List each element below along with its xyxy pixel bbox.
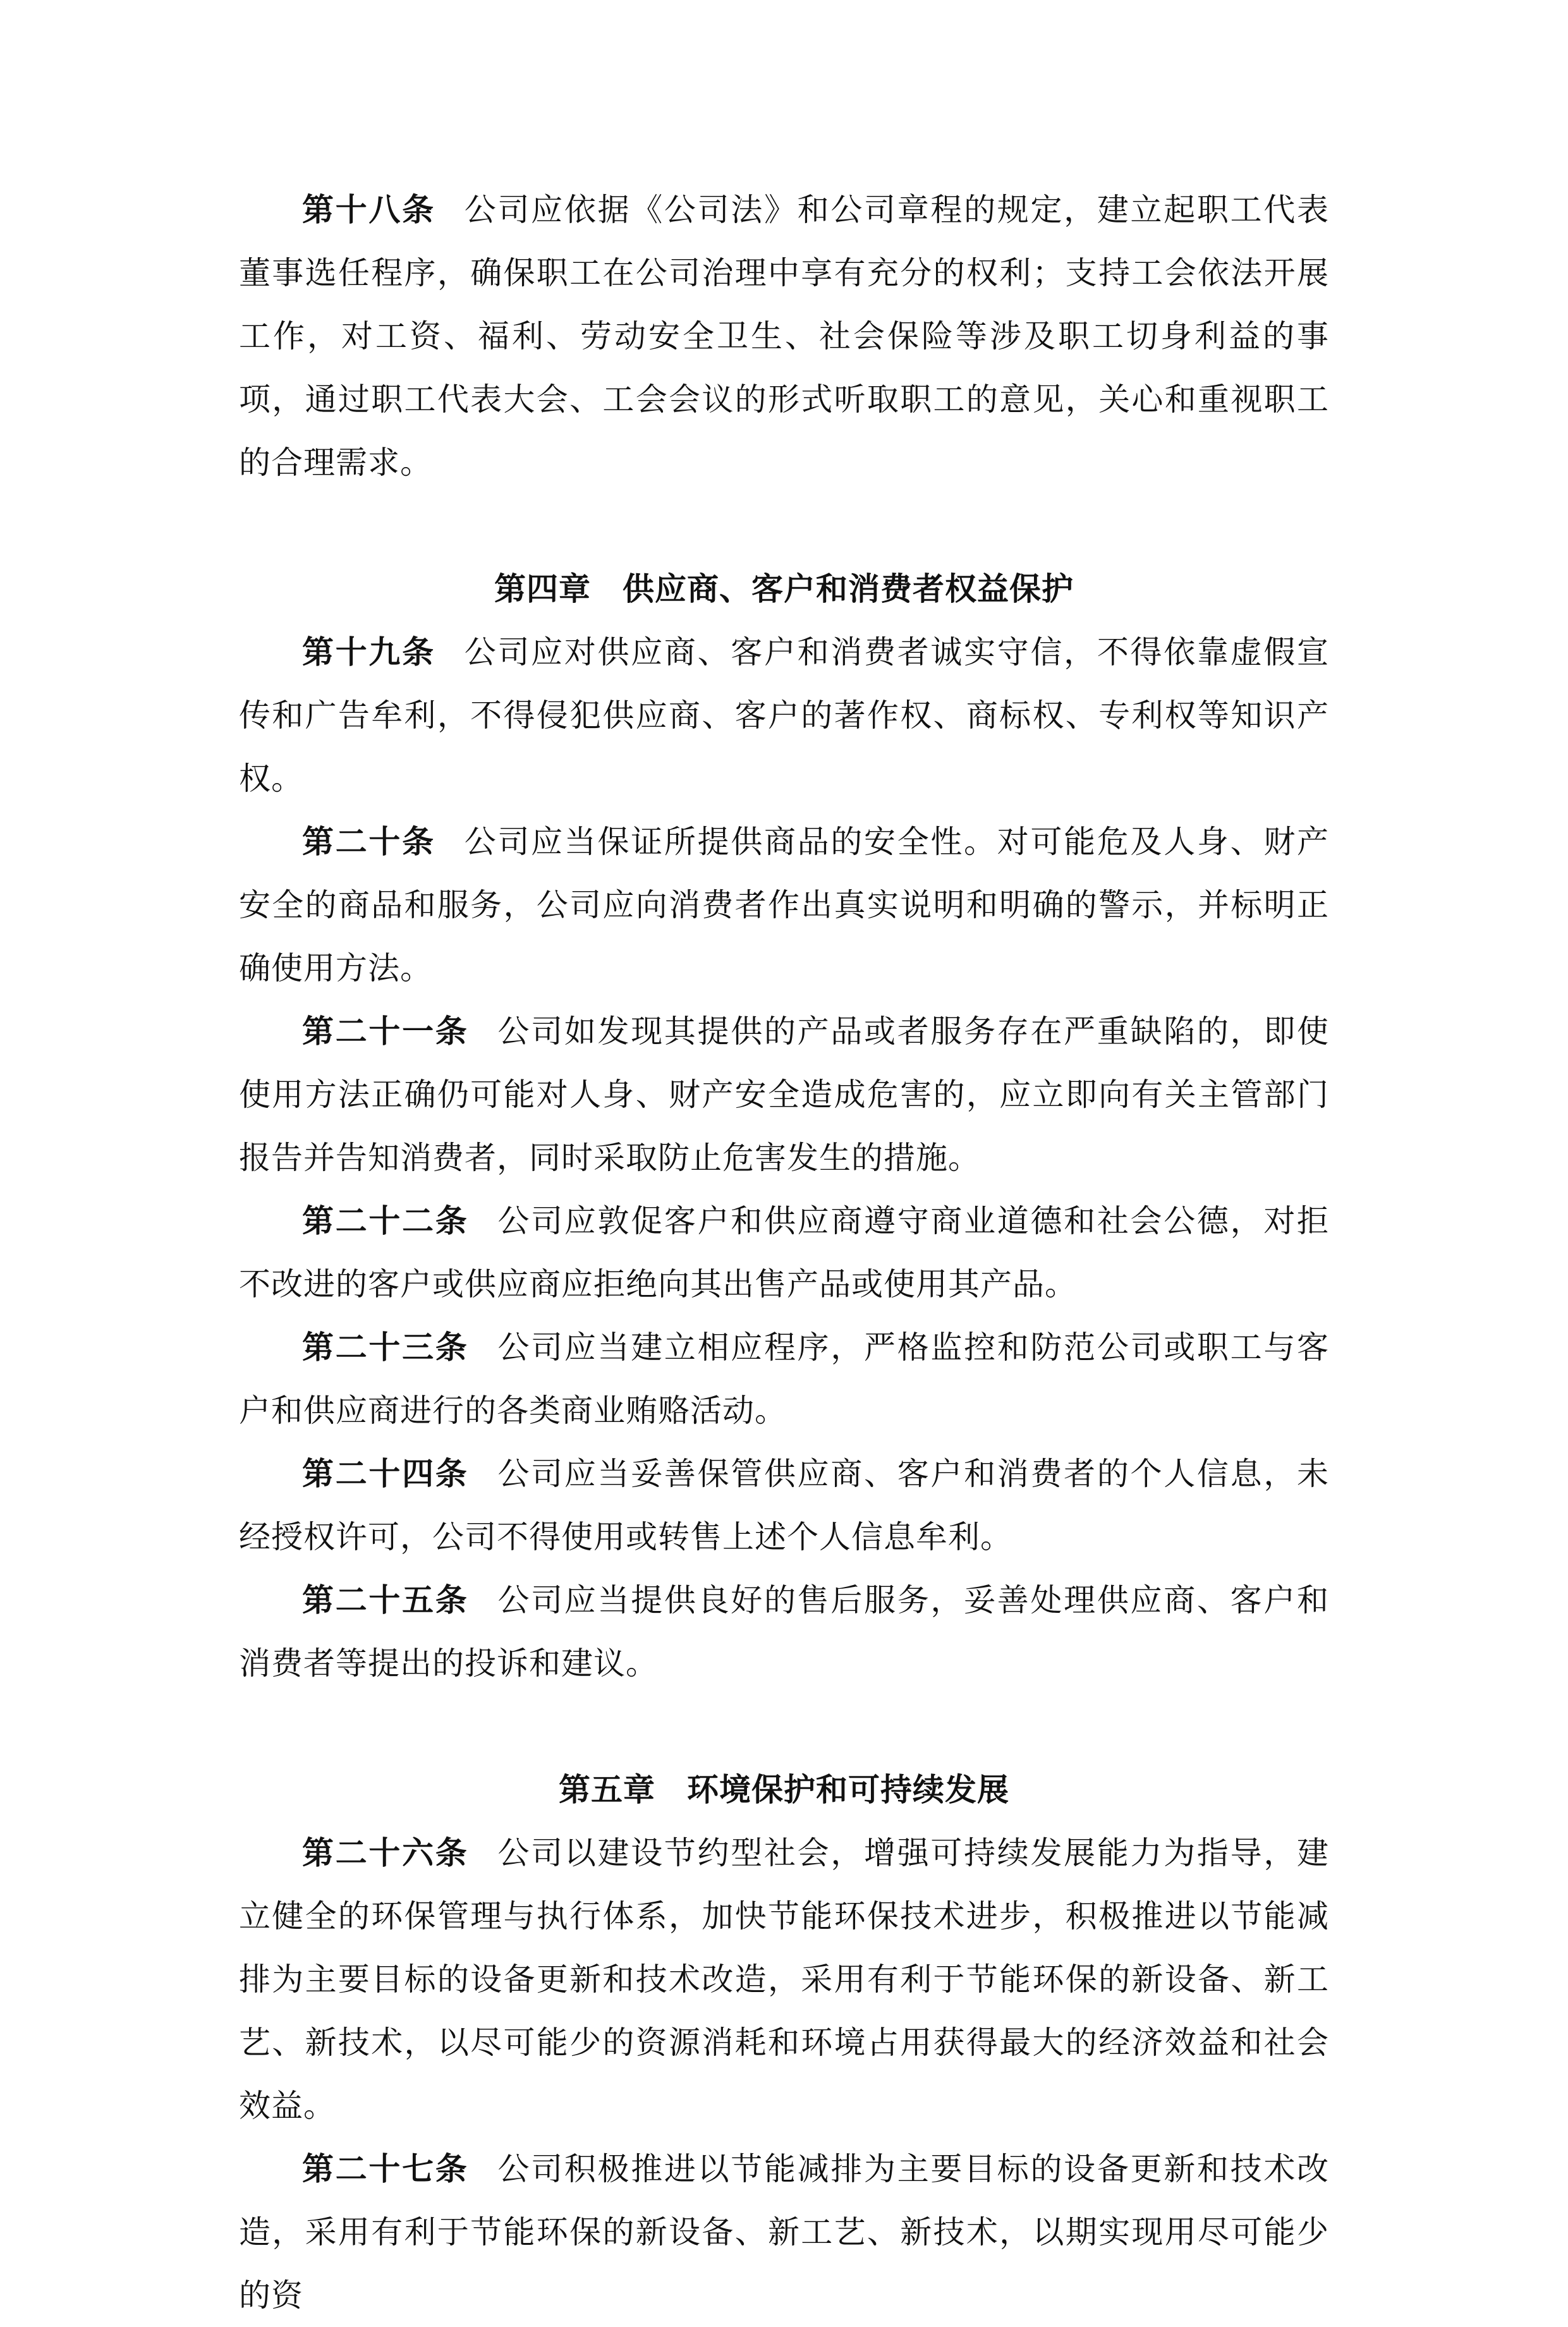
chapter-title: 供应商、客户和消费者权益保护 [623,570,1074,607]
article-number: 第十八条 [302,191,435,228]
article-text: 公司应对供应商、客户和消费者诚实守信，不得依靠虚假宣传和广告牟利，不得侵犯供应商、客户的著作权、商标权、专利权等知识产权。 [239,634,1330,797]
article-18 [239,178,1329,494]
article-number: 第二十七条 [302,2150,469,2187]
article-text: 公司应敦促客户和供应商遵守商业道德和社会公德，对拒不改进的客户或供应商应拒绝向其出售产品或使用其产品。 [239,1203,1330,1303]
article-text: 公司如发现其提供的产品或者服务存在严重缺陷的，即使使用方法正确仍可能对人身、财产安全造成危害的，应立即向有关主管部门报告并告知消费者，同时采取防止危害发生的措施。 [239,1013,1330,1176]
article-number: 第十九条 [302,633,435,671]
article-25 [239,1569,1329,1695]
article-text: 公司应当提供良好的售后服务，妥善处理供应商、客户和消费者等提出的投诉和建议。 [239,1582,1330,1682]
article-26 [239,1821,1329,2137]
article-number: 第二十五条 [302,1581,469,1619]
chapter-number: 第五章 [559,1771,655,1808]
article-text: 公司应当妥善保管供应商、客户和消费者的个人信息，未经授权许可，公司不得使用或转售上述个人信息牟利。 [239,1455,1330,1555]
document-body [239,178,1329,2327]
article-text: 公司以建设节约型社会，增强可持续发展能力为指导，建立健全的环保管理与执行体系，加快节能环保技术进步，积极推进以节能减排为主要目标的设备更新和技术改造，采用有利于节能环保的新设备、新工艺、新技术，以尽可能少的资源消耗和环境占用获得最大的经济效益和社会效益。 [239,1835,1330,2124]
article-24 [239,1442,1329,1569]
article-21 [239,1000,1329,1189]
chapter-5-heading [239,1758,1329,1821]
article-number: 第二十四条 [302,1455,469,1492]
chapter-number: 第四章 [494,570,591,607]
article-number: 第二十一条 [302,1012,469,1050]
article-19 [239,621,1329,810]
article-22 [239,1189,1329,1316]
article-27 [239,2137,1329,2327]
article-20 [239,810,1329,1000]
article-text: 公司应依据《公司法》和公司章程的规定，建立起职工代表董事选任程序，确保职工在公司治理中享有充分的权利；支持工会依法开展工作，对工资、福利、劳动安全卫生、社会保险等涉及职工切身利益的事项，通过职工代表大会、工会会议的形式听取职工的意见，关心和重视职工的合理需求。 [239,191,1330,481]
article-text: 公司积极推进以节能减排为主要目标的设备更新和技术改造，采用有利于节能环保的新设备、新工艺、新技术，以期实现用尽可能少的资 [239,2151,1330,2314]
chapter-title: 环境保护和可持续发展 [687,1771,1009,1808]
article-text: 公司应当保证所提供商品的安全性。对可能危及人身、财产安全的商品和服务，公司应向消费者作出真实说明和明确的警示，并标明正确使用方法。 [239,823,1330,987]
article-23 [239,1316,1329,1442]
article-text: 公司应当建立相应程序，严格监控和防范公司或职工与客户和供应商进行的各类商业贿赂活动。 [239,1329,1330,1429]
article-number: 第二十六条 [302,1834,469,1871]
article-number: 第二十条 [302,823,435,860]
article-number: 第二十三条 [302,1328,469,1366]
chapter-4-heading [239,557,1329,621]
article-number: 第二十二条 [302,1202,469,1239]
